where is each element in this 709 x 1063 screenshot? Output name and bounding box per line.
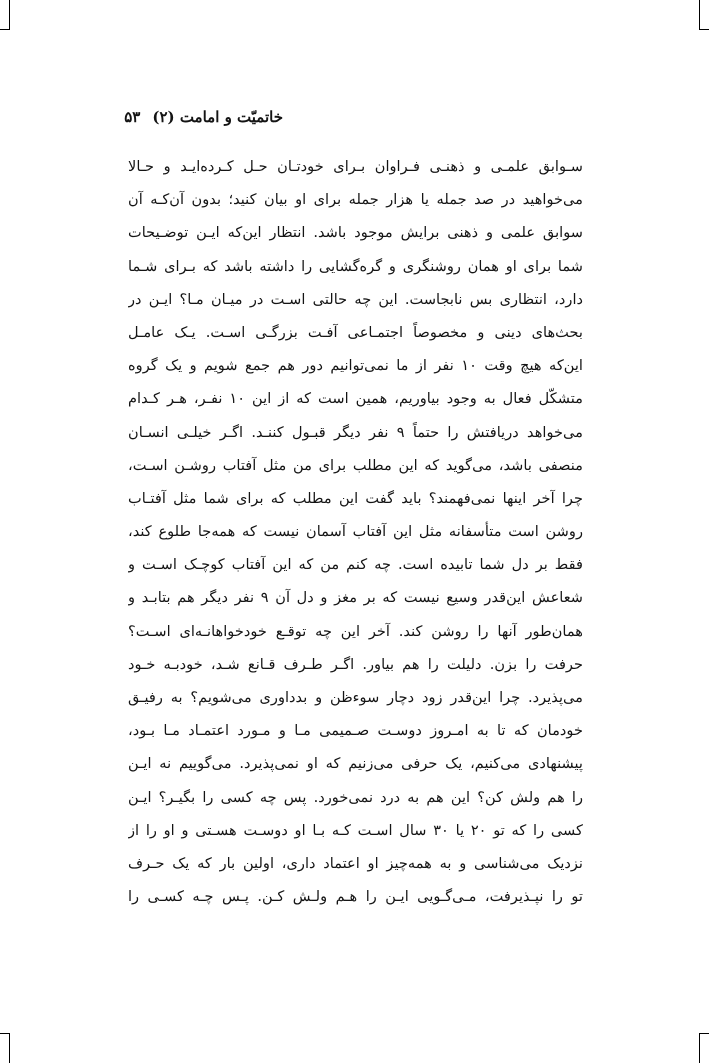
crop-mark-top-right-horizontal <box>699 29 709 30</box>
crop-mark-bottom-right-horizontal <box>699 1033 709 1034</box>
text-line: همان‌طور آنها را روشن کند. آخر این چه توقـع خودخواهانـه‌ای اسـت؟ <box>128 622 583 640</box>
text-line: بحث‌های دینی و مخصوصاً اجتمـاعی آفـت بزرگـی اسـت. یـک عامـل <box>128 323 583 341</box>
text-line: پیشنهادی می‌کنیم، یک حرفی می‌زنیم که او نمی‌پذیرد. می‌گوییم نه ایـن <box>128 755 583 773</box>
text-line: می‌خواهد دریافتش را حتماً ۹ نفر دیگر قبـول کننـد. اگـر خیلـی انسـان <box>128 423 583 441</box>
text-line: سوابق علمی و ذهنی برایش موجود باشد. انتظار این‌که ایـن توضـیحات <box>128 224 583 242</box>
text-line: این‌که هیچ وقت ۱۰ نفر از ما نمی‌توانیم دور هم جمع شویم و یک گروه <box>128 357 583 375</box>
text-line: حرفت را بزن. دلیلت را هم بیاور. اگـر طـرف قـانع شـد، خودبـه خـود <box>128 655 583 673</box>
text-line: روشن است متأسفانه مثل این آفتاب آسمان نیست که همه‌جا طلوع کند، <box>128 523 583 541</box>
text-line: کسی را که تو ۲۰ یا ۳۰ سال اسـت کـه بـا او دوسـت هسـتی و او را از <box>128 821 583 839</box>
text-line: نزدیک می‌شناسی و به همه‌چیز او اعتماد داری، اولین بار که یک حـرف <box>128 854 583 872</box>
crop-mark-bottom-left-vertical <box>9 1033 10 1063</box>
crop-mark-bottom-right-vertical <box>699 1033 700 1063</box>
crop-mark-top-left-horizontal <box>0 29 10 30</box>
text-line: متشکّل فعال به وجود بیاوریم، همین است که از این ۱۰ نفـر، هـر کـدام <box>128 390 583 408</box>
text-line: می‌پذیرد. چرا این‌قدر زود دچار سوءظن و بدداوری می‌شویم؟ به رفیـق <box>128 689 583 706</box>
crop-mark-top-right-vertical <box>699 0 700 30</box>
crop-mark-top-left-vertical <box>9 0 10 30</box>
text-line: شما برای او همان روشنگری و گره‌گشایی را داشته باشد که بـرای شـما <box>128 257 583 275</box>
chapter-title: خاتمیّت و امامت (۲) <box>152 108 283 126</box>
text-line: می‌خواهید در صد جمله یا هزار جمله برای او بیان کنید؛ بدون آن‌کـه آن <box>128 191 583 209</box>
text-line: دارد، انتظاری بس نابجاست. این چه حالتی اسـت در میـان مـا؟ ایـن در <box>128 290 583 308</box>
running-head <box>124 108 283 126</box>
text-line: را هم ولش کن؟ این هم به درد نمی‌خورد. پس چه کسی را بگیـر؟ ایـن <box>128 788 583 806</box>
text-line: منصفی باشد، می‌گوید که این مطلب برای من مثل آفتاب روشـن اسـت، <box>128 456 583 474</box>
page-number: ۵۳ <box>124 108 141 126</box>
crop-mark-bottom-left-horizontal <box>0 1033 10 1034</box>
text-line: شعاعش این‌قدر وسیع نیست که بر مغز و دل آن ۹ نفر دیگر هم بتابـد و <box>128 589 583 607</box>
text-line: تو را نپـذیرفت، مـی‌گـویی ایـن را هـم ولـش کـن. پـس چـه کسـی را <box>128 888 583 906</box>
text-line: خودمان که تا به امـروز دوسـت صـمیمی مـا و مـورد اعتمـاد مـا بـود، <box>128 722 583 740</box>
text-line: چرا آخر اینها نمی‌فهمند؟ باید گفت این مطلب که برای شما مثل آفتـاب <box>128 489 583 507</box>
body-text <box>128 150 583 913</box>
text-line: سـوابق علمـی و ذهنـی فـراوان بـرای خودتـان حـل کـرده‌ایـد و حـالا <box>128 158 583 175</box>
text-line: فقط بر دل شما تابیده است. چه کنم من که این آفتاب کوچـک اسـت و <box>128 556 583 574</box>
